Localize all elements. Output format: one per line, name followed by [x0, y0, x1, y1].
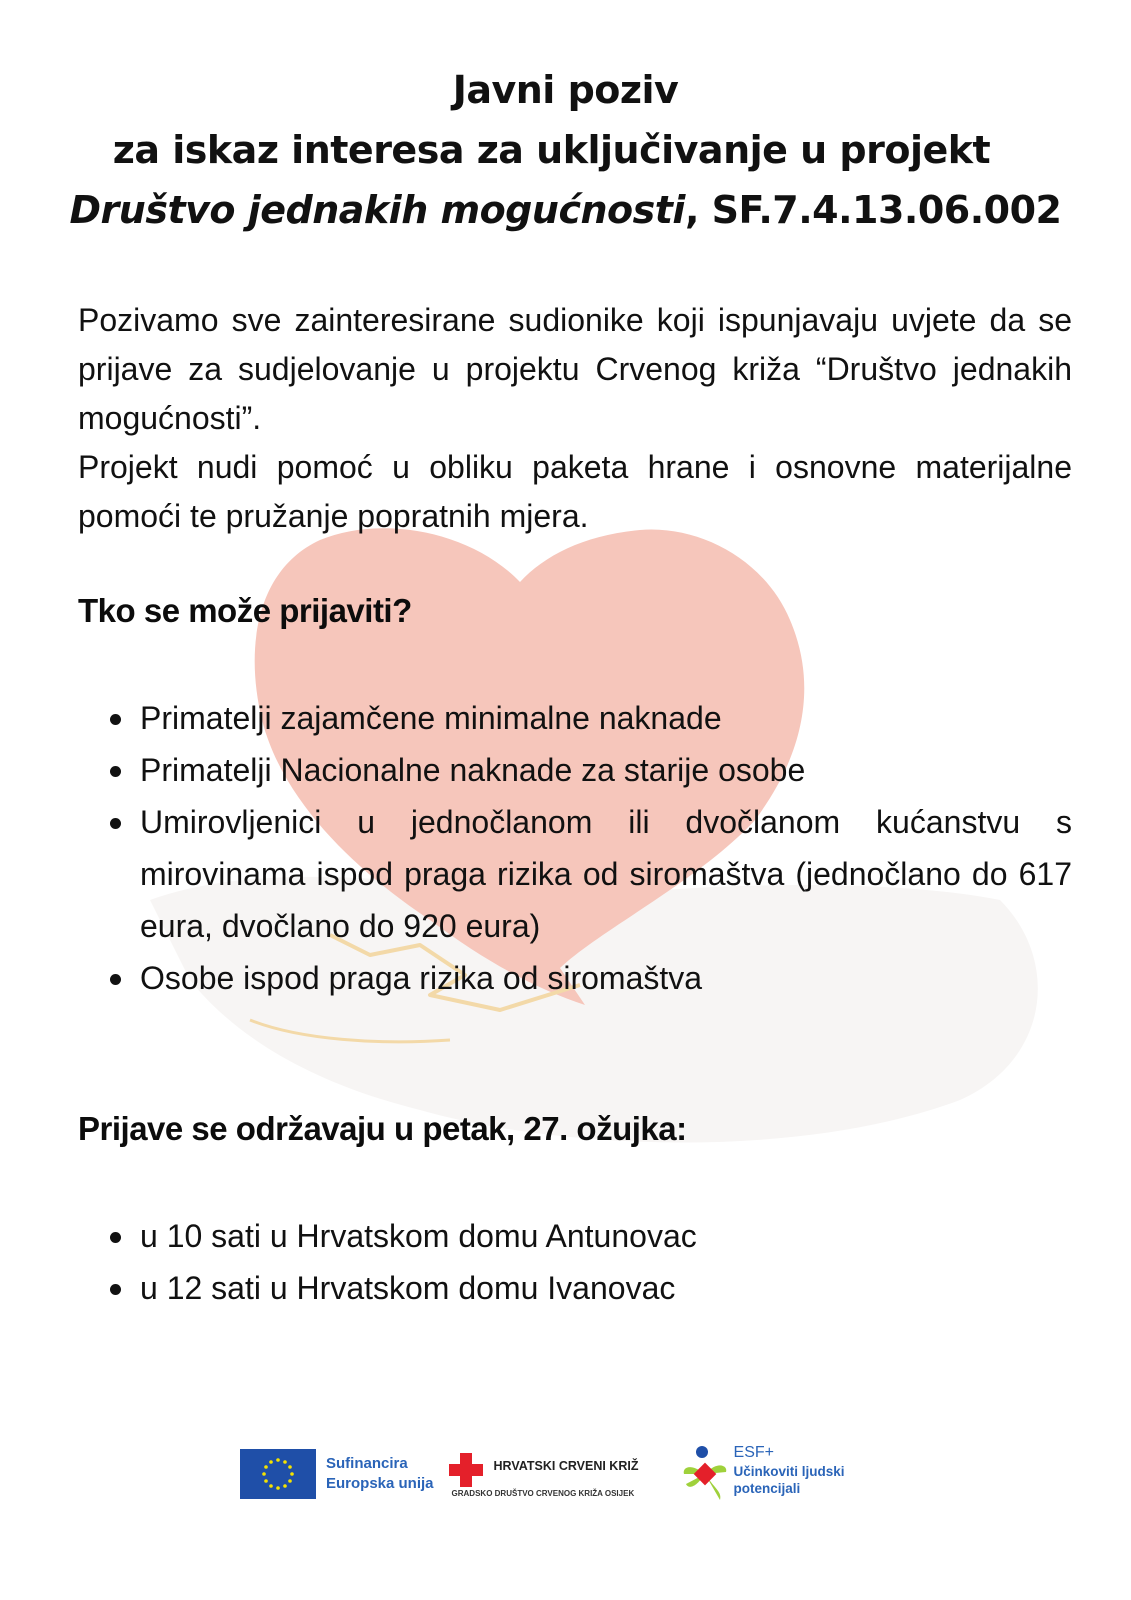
red-cross-title: HRVATSKI CRVENI KRIŽ [493, 1459, 639, 1473]
project-code: , SF.7.4.13.06.002 [684, 188, 1062, 232]
schedule-heading: Prijave se održavaju u petak, 27. ožujka: [78, 1110, 687, 1147]
eligibility-list [78, 692, 1072, 1004]
list-item: Umirovljenici u jednočlanom ili dvočlanom kućanstvu s mirovinama ispod praga rizika od siromaštva (jednočlano do 617 eura, dvočlano do 920 eura) [78, 796, 1072, 952]
eligibility-heading: Tko se može prijaviti? [78, 592, 412, 629]
eu-flag-icon [240, 1449, 316, 1499]
list-item: u 10 sati u Hrvatskom domu Antunovac [78, 1210, 1072, 1262]
footer-logos [240, 1442, 870, 1506]
list-item: Osobe ispod praga rizika od siromaštva [78, 952, 1072, 1004]
esf-flower-icon [680, 1444, 730, 1504]
red-cross-logo [452, 1449, 662, 1499]
list-item: u 12 sati u Hrvatskom domu Ivanovac [78, 1262, 1072, 1314]
esf-logo [680, 1444, 870, 1504]
eu-cofunding-label: Sufinancira Europska unija [326, 1455, 434, 1492]
title-line-3 [0, 188, 1131, 232]
list-item: Primatelji Nacionalne naknade za starije osobe [78, 744, 1072, 796]
red-cross-subtitle: GRADSKO DRUŠTVO CRVENOG KRIŽA OSIJEK [451, 1489, 635, 1498]
intro-paragraph-2: Projekt nudi pomoć u obliku paketa hrane i osnovne materijalne pomoći te pružanje popratnih mjera. [78, 449, 1072, 534]
schedule-list [78, 1210, 1072, 1314]
esf-title: ESF+ [733, 1444, 774, 1461]
title-line-1: Javni poziv [452, 68, 679, 112]
list-item: Primatelji zajamčene minimalne naknade [78, 692, 1072, 744]
project-name: Društvo jednakih mogućnosti [69, 188, 685, 232]
esf-subtitle: Učinkoviti ljudski potencijali [733, 1464, 845, 1496]
title-line-2: za iskaz interesa za uključivanje u projekt [112, 128, 991, 172]
intro-paragraph-1: Pozivamo sve zainteresirane sudionike koji ispunjavaju uvjete da se prijave za sudjelovanje u projektu Crvenog križa “Društvo jednakih mogućnosti”. [78, 302, 1072, 436]
